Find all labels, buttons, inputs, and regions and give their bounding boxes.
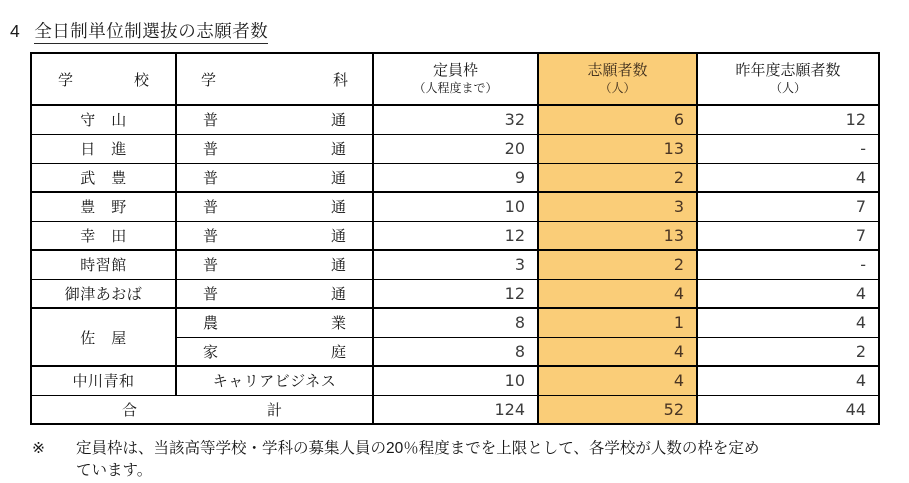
footnote-symbol: ※ [32, 440, 45, 457]
capacity-cell: 9 [373, 163, 538, 192]
last-year-cell: 4 [697, 308, 879, 337]
applicants-cell: 3 [538, 192, 697, 221]
table-row [31, 134, 879, 163]
applicants-table [30, 52, 880, 425]
applicants-cell: 4 [538, 366, 697, 395]
last-year-cell: 4 [697, 279, 879, 308]
section-number: 4 [10, 21, 21, 41]
table-row [31, 308, 879, 337]
department-cell: 普 通 [176, 250, 373, 279]
applicants-cell: 13 [538, 221, 697, 250]
capacity-cell: 8 [373, 308, 538, 337]
last-year-cell: 4 [697, 163, 879, 192]
capacity-cell: 10 [373, 366, 538, 395]
header-row [31, 53, 879, 105]
school-cell: 時習館 [31, 250, 176, 279]
page-title [10, 18, 268, 43]
school-cell: 日 進 [31, 134, 176, 163]
department-cell: 農 業 [176, 308, 373, 337]
school-cell: 中川青和 [31, 366, 176, 395]
applicants-cell: 2 [538, 250, 697, 279]
table-row [31, 250, 879, 279]
department-cell: 普 通 [176, 134, 373, 163]
capacity-cell: 12 [373, 221, 538, 250]
department-cell: 普 通 [176, 192, 373, 221]
table-row [31, 279, 879, 308]
total-applicants-cell: 52 [538, 395, 697, 424]
table-row [31, 105, 879, 134]
capacity-cell: 8 [373, 337, 538, 366]
footnote [32, 438, 892, 482]
header-applicants: 志願者数 （人） [538, 53, 697, 105]
department-cell: 家 庭 [176, 337, 373, 366]
school-cell: 守 山 [31, 105, 176, 134]
department-cell: 普 通 [176, 163, 373, 192]
footnote-text [76, 438, 892, 482]
total-capacity-cell: 124 [373, 395, 538, 424]
applicants-cell: 6 [538, 105, 697, 134]
department-cell: 普 通 [176, 221, 373, 250]
school-cell: 幸 田 [31, 221, 176, 250]
department-cell: 普 通 [176, 105, 373, 134]
header-school: 学 校 [31, 53, 176, 105]
last-year-cell: 7 [697, 192, 879, 221]
applicants-cell: 4 [538, 337, 697, 366]
applicants-cell: 2 [538, 163, 697, 192]
last-year-cell: 12 [697, 105, 879, 134]
school-cell: 武 豊 [31, 163, 176, 192]
last-year-cell: 4 [697, 366, 879, 395]
last-year-cell: 7 [697, 221, 879, 250]
last-year-cell: - [697, 134, 879, 163]
table-row [31, 221, 879, 250]
last-year-cell: 2 [697, 337, 879, 366]
capacity-cell: 12 [373, 279, 538, 308]
applicants-cell: 13 [538, 134, 697, 163]
header-department: 学 科 [176, 53, 373, 105]
footnote-line2: ています。 [76, 462, 153, 479]
capacity-cell: 20 [373, 134, 538, 163]
school-cell: 御津あおば [31, 279, 176, 308]
department-cell: 普 通 [176, 279, 373, 308]
school-cell: 佐 屋 [31, 308, 176, 366]
capacity-cell: 3 [373, 250, 538, 279]
table-row [31, 366, 879, 395]
total-row [31, 395, 879, 424]
header-last-year: 昨年度志願者数 （人） [697, 53, 879, 105]
department-cell: キャリアビジネス [176, 366, 373, 395]
footnote-line1: 定員枠は、当該高等学校・学科の募集人員の20％程度までを上限として、各学校が人数の枠を定め [76, 440, 760, 457]
header-capacity: 定員枠 （人程度まで） [373, 53, 538, 105]
section-title: 全日制単位制選抜の志願者数 [34, 21, 268, 44]
capacity-cell: 32 [373, 105, 538, 134]
total-last-year-cell: 44 [697, 395, 879, 424]
table-row [31, 192, 879, 221]
total-label-cell: 合 計 [31, 395, 373, 424]
last-year-cell: - [697, 250, 879, 279]
school-cell: 豊 野 [31, 192, 176, 221]
table-row [31, 163, 879, 192]
applicants-cell: 4 [538, 279, 697, 308]
capacity-cell: 10 [373, 192, 538, 221]
applicants-cell: 1 [538, 308, 697, 337]
